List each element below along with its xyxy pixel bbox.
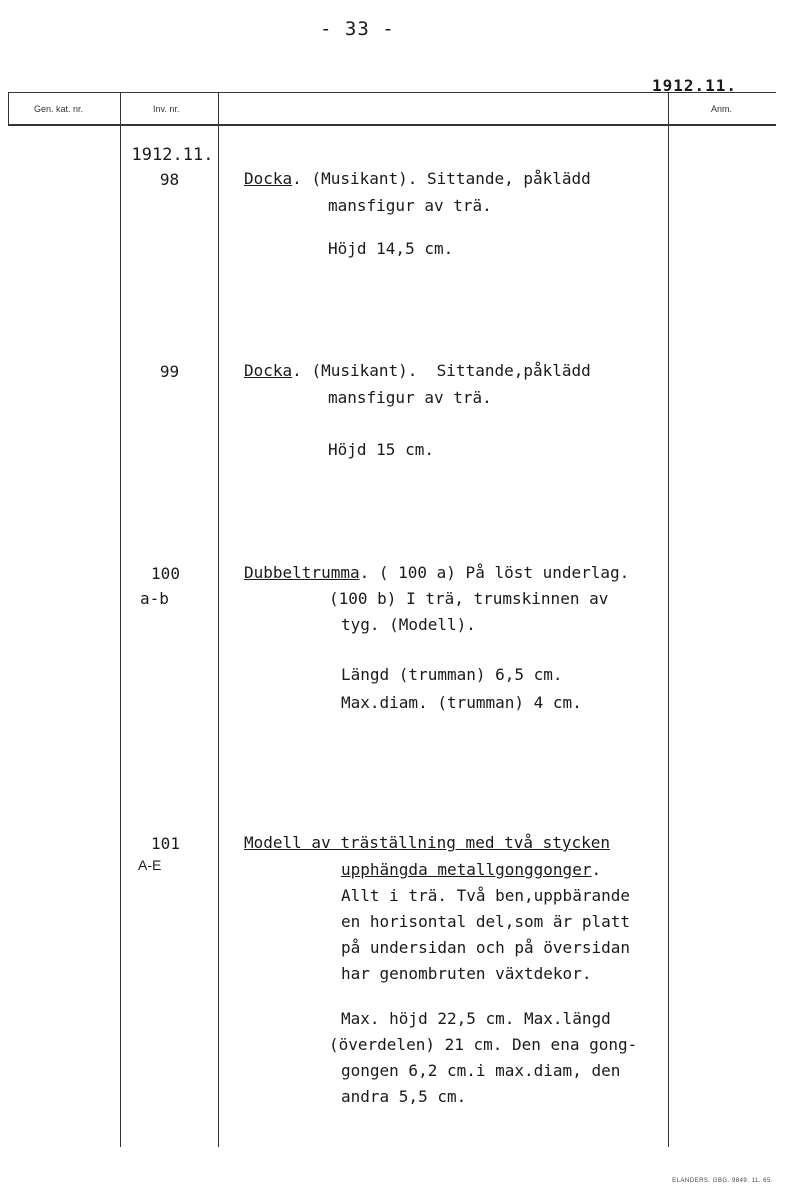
entry-100-line4: Längd (trumman) 6,5 cm. [341,665,563,684]
entry-99-line1 [244,358,591,384]
column-divider-1 [120,92,121,1147]
inv-number-99: 99 [159,362,180,381]
entry-99-line3: Höjd 15 cm. [328,440,434,459]
entry-99-title: Docka [244,361,293,380]
printer-footer: ELANDERS. GBG. 9849. 11. 65. [672,1178,773,1184]
entry-98-line2: mansfigur av trä. [328,196,492,215]
entry-98-line1 [244,166,591,192]
page-number: - 33 - [320,18,395,40]
inv-sub-101: A-E [138,857,162,873]
entry-101-line5: på undersidan och på översidan [341,938,630,957]
entry-98-text1: . (Musikant). Sittande, påklädd [292,169,591,188]
header-anm: Anm. [711,104,733,114]
header-bottom-rule [8,124,776,126]
header-inv-nr: Inv. nr. [153,104,180,114]
entry-101-line6: har genombruten växtdekor. [341,964,592,983]
entry-98-line3: Höjd 14,5 cm. [328,239,454,258]
entry-100-line1 [244,560,629,586]
inv-number-101: 101 [151,834,180,853]
entry-101-line7: Max. höjd 22,5 cm. Max.längd [341,1009,611,1028]
left-border [8,92,9,125]
entry-101-line2 [341,857,601,883]
inv-number-100: 100 [151,564,180,583]
entry-100-title: Dubbeltrumma [244,563,360,582]
header-gen-kat-nr: Gen. kat. nr. [34,104,84,114]
column-divider-2 [218,92,219,1147]
entry-98-title: Docka [244,169,293,188]
entry-100-line2: (100 b) I trä, trumskinnen av [329,589,609,608]
entry-101-line10: andra 5,5 cm. [341,1087,467,1106]
entry-101-line8: (överdelen) 21 cm. Den ena gong- [329,1035,638,1054]
entry-101-line3: Allt i trä. Två ben,uppbärande [341,886,630,905]
section-year: 1912.11. [131,145,214,165]
header-year: 1912.11. [652,76,738,95]
entry-101-text1: . [591,860,602,879]
entry-101-line9: gongen 6,2 cm.i max.diam, den [341,1061,621,1080]
entry-99-line2: mansfigur av trä. [328,388,492,407]
header-top-rule [8,92,776,93]
entry-100-text1: . ( 100 a) På löst underlag. [359,563,630,582]
entry-100-line5: Max.diam. (trumman) 4 cm. [341,693,582,712]
entry-101-line4: en horisontal del,som är platt [341,912,630,931]
entry-100-line3: tyg. (Modell). [341,615,476,634]
inv-number-98: 98 [159,170,180,189]
column-divider-3 [668,92,669,1147]
entry-99-text1: . (Musikant). Sittande,påklädd [292,361,591,380]
entry-101-title: Modell av träställning med två stycken [244,833,611,852]
inv-sub-100: a-b [140,589,169,608]
entry-101-title2: upphängda metallgonggonger [341,860,592,879]
